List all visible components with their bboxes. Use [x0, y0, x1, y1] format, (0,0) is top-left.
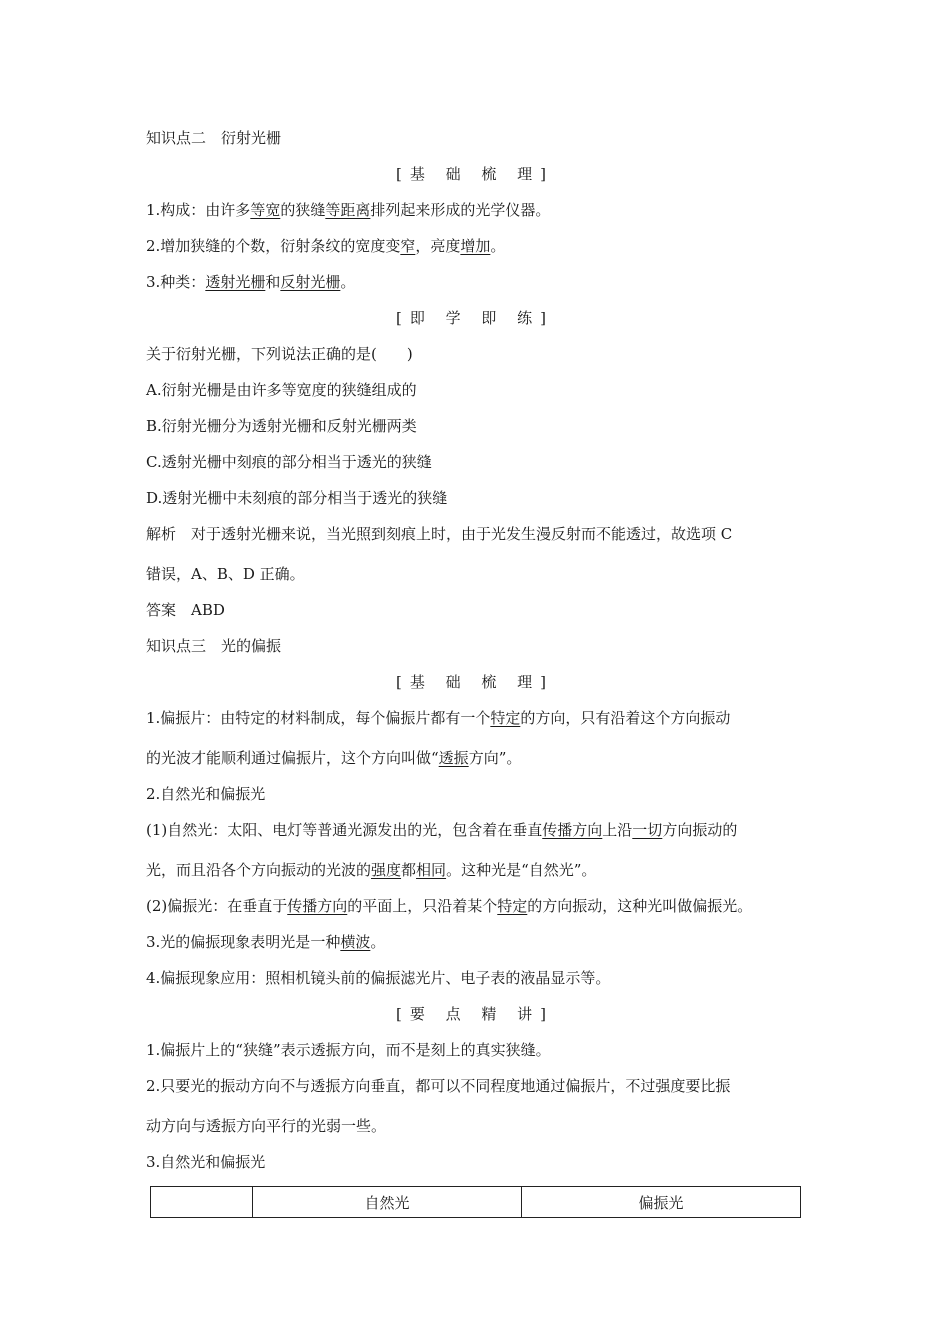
analysis-line-1: 解析 对于透射光栅来说，当光照到刻痕上时，由于光发生漫反射而不能透过，故选项 C	[146, 525, 733, 543]
key-points-label: [要 点 精 讲]	[395, 1005, 554, 1023]
polarized-light-def: (2)偏振光：在垂直于传播方向的平面上，只沿着某个特定的方向振动，这种光叫做偏振光。	[146, 897, 753, 915]
answer: 答案 ABD	[146, 601, 225, 619]
grating-item-3: 3.种类：透射光栅和反射光栅。	[146, 273, 356, 291]
polarizer-def-line-2: 的光波才能顺利通过偏振片，这个方向叫做“透振方向”。	[146, 749, 522, 767]
comparison-table	[150, 1186, 801, 1218]
table-header-natural-light: 自然光	[253, 1187, 522, 1218]
key-point-2-line-2: 动方向与透振方向平行的光弱一些。	[146, 1117, 387, 1135]
natural-polarized-heading: 2.自然光和偏振光	[146, 785, 266, 803]
polarization-applications: 4.偏振现象应用：照相机镜头前的偏振滤光片、电子表的液晶显示等。	[146, 969, 611, 987]
basic-review-label-2: [基 础 梳 理]	[395, 673, 554, 691]
key-point-2-line-1: 2.只要光的振动方向不与透振方向垂直，都可以不同程度地通过偏振片，不过强度要比振	[146, 1077, 731, 1095]
section-title-grating: 知识点二 衍射光栅	[146, 129, 282, 147]
key-point-3: 3.自然光和偏振光	[146, 1153, 266, 1171]
key-point-1: 1.偏振片上的“狭缝”表示透振方向，而不是刻上的真实狭缝。	[146, 1041, 551, 1059]
section-title-polarization: 知识点三 光的偏振	[146, 637, 282, 655]
basic-review-label: [基 础 梳 理]	[395, 165, 554, 183]
natural-light-line-2: 光，而且沿各个方向振动的光波的强度都相同。这种光是“自然光”。	[146, 861, 597, 879]
option-d: D.透射光栅中未刻痕的部分相当于透光的狭缝	[146, 489, 448, 507]
practice-label: [即 学 即 练]	[395, 309, 554, 327]
analysis-line-2: 错误，A、B、D 正确。	[146, 565, 305, 583]
grating-item-2: 2.增加狭缝的个数，衍射条纹的宽度变窄，亮度增加。	[146, 237, 506, 255]
grating-item-1: 1.构成：由许多等宽的狭缝等距离排列起来形成的光学仪器。	[146, 201, 551, 219]
question-stem: 关于衍射光栅，下列说法正确的是( )	[146, 345, 413, 363]
table-header-polarized-light: 偏振光	[522, 1187, 801, 1218]
option-b: B.衍射光栅分为透射光栅和反射光栅两类	[146, 417, 417, 435]
polarizer-def-line-1: 1.偏振片：由特定的材料制成，每个偏振片都有一个特定的方向，只有沿着这个方向振动	[146, 709, 731, 727]
natural-light-line-1: (1)自然光：太阳、电灯等普通光源发出的光，包含着在垂直传播方向上沿一切方向振动的	[146, 821, 738, 839]
table-row	[151, 1187, 801, 1218]
option-a: A.衍射光栅是由许多等宽度的狭缝组成的	[146, 381, 417, 399]
transverse-wave-statement: 3.光的偏振现象表明光是一种横波。	[146, 933, 386, 951]
option-c: C.透射光栅中刻痕的部分相当于透光的狭缝	[146, 453, 432, 471]
table-header-empty	[151, 1187, 253, 1218]
